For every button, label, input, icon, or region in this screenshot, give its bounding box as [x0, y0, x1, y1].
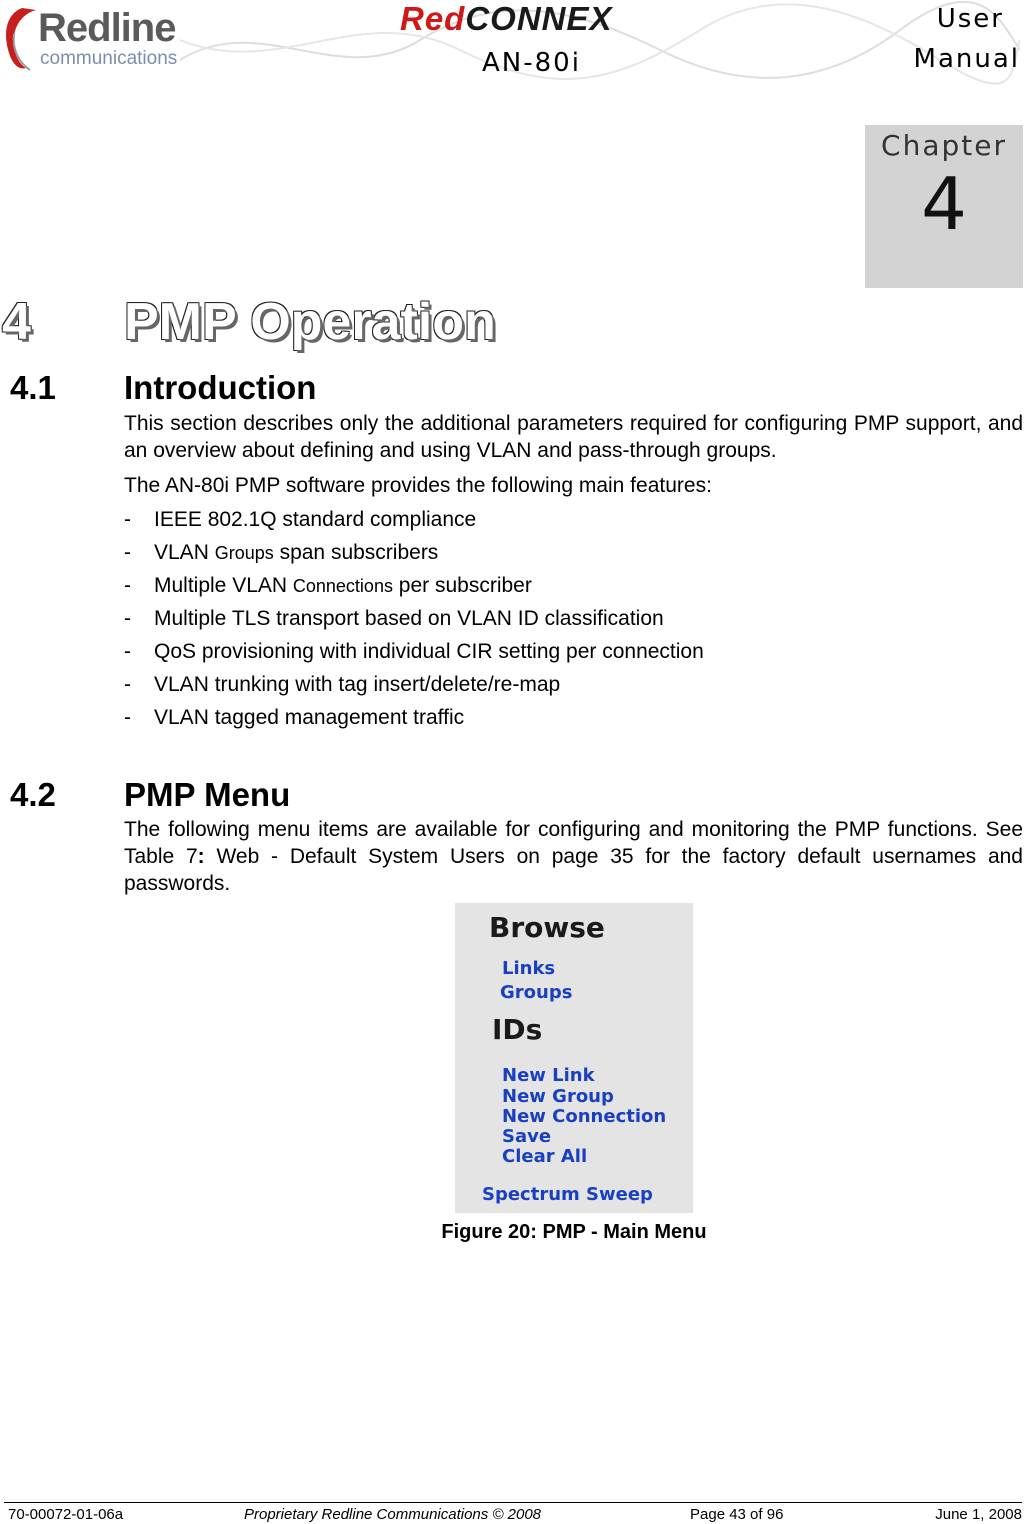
menu-paragraph-text-b: Web - Default System Users on page 35 for the factory default usernames and passwords.	[124, 845, 1023, 895]
list-item-text-post: per subscriber	[392, 574, 532, 597]
pmp-main-menu-figure	[455, 903, 693, 1213]
menu-link-new-group[interactable]: New Group	[502, 1086, 614, 1107]
feature-list	[124, 506, 704, 737]
list-item-text: QoS provisioning with individual CIR setting per connection	[154, 640, 704, 663]
list-dash: -	[124, 574, 131, 597]
list-dash: -	[124, 508, 131, 531]
list-item	[124, 638, 704, 671]
list-item	[124, 539, 704, 572]
menu-paragraph-text-a: The following menu items are available for configuring and monitoring the PMP functions. See Table 7	[124, 818, 1023, 868]
list-item	[124, 506, 704, 539]
figure-caption: Figure 20: PMP - Main Menu	[441, 1221, 707, 1243]
chapter-title-number: 4	[2, 293, 31, 351]
list-dash: -	[124, 607, 131, 630]
intro-paragraph-2: The AN-80i PMP software provides the following main features:	[124, 474, 712, 497]
footer-rule	[4, 1502, 1022, 1503]
redline-swoosh-icon	[0, 4, 40, 74]
redline-logo	[0, 4, 210, 74]
menu-heading-browse: Browse	[489, 911, 605, 944]
menu-link-links[interactable]: Links	[502, 958, 556, 979]
list-item-text: Multiple TLS transport based on VLAN ID classification	[154, 607, 664, 630]
footer-doc-number: 70-00072-01-06a	[8, 1506, 124, 1523]
list-dash: -	[124, 640, 131, 663]
list-item-text-post: span subscribers	[273, 541, 439, 564]
redconnex-logo-dark: CONNEX	[465, 0, 613, 37]
section-menu-title: PMP Menu	[124, 776, 291, 813]
list-dash: -	[124, 673, 131, 696]
list-dash: -	[124, 706, 131, 729]
model-name: AN-80i	[482, 48, 581, 78]
menu-link-groups[interactable]: Groups	[500, 982, 573, 1003]
menu-link-save[interactable]: Save	[502, 1126, 552, 1147]
menu-link-new-link[interactable]: New Link	[502, 1065, 595, 1086]
section-intro-number: 4.1	[10, 369, 56, 406]
list-item	[124, 572, 704, 605]
footer-page-number: Page 43 of 96	[690, 1506, 784, 1523]
redconnex-logo	[400, 0, 680, 36]
menu-heading-ids: IDs	[492, 1013, 543, 1046]
list-dash: -	[124, 541, 131, 564]
chapter-box	[865, 125, 1023, 288]
chapter-label: Chapter	[881, 129, 1007, 162]
list-item-small-text: Connections	[292, 576, 393, 596]
list-item-text: VLAN tagged management traffic	[154, 706, 465, 729]
list-item-text: Multiple VLAN	[154, 574, 293, 597]
redline-logo-word: Redline	[38, 6, 176, 50]
menu-link-spectrum-sweep[interactable]: Spectrum Sweep	[482, 1184, 653, 1205]
list-item-text: VLAN	[154, 541, 215, 564]
list-item	[124, 704, 704, 737]
list-item-text: IEEE 802.1Q standard compliance	[154, 508, 477, 531]
list-item	[124, 605, 704, 638]
footer-date: June 1, 2008	[935, 1506, 1022, 1523]
doc-title-line2: Manual	[913, 44, 1020, 74]
redline-logo-sub: communications	[40, 48, 178, 69]
list-item	[124, 671, 704, 704]
menu-link-clear-all[interactable]: Clear All	[502, 1146, 588, 1167]
list-item-text: VLAN trunking with tag insert/delete/re-map	[154, 673, 561, 696]
footer-proprietary: Proprietary Redline Communications © 2008	[244, 1506, 542, 1523]
intro-paragraph-1	[124, 410, 1023, 464]
list-item-small-text: Groups	[214, 543, 274, 563]
menu-paragraph-colon: :	[197, 845, 205, 868]
intro-paragraph-1-text: This section describes only the additional parameters required for configuring PMP support, and an overview about defining and using VLAN and pass-through groups.	[124, 412, 1023, 462]
section-intro-title: Introduction	[124, 369, 317, 406]
section-menu-number: 4.2	[10, 776, 56, 813]
chapter-number: 4	[921, 162, 967, 246]
menu-paragraph	[124, 816, 1023, 897]
chapter-title-text: PMP Operation	[124, 293, 496, 351]
doc-title-line1: User	[936, 4, 1004, 34]
menu-link-new-connection[interactable]: New Connection	[502, 1106, 667, 1127]
redconnex-logo-red: Red	[400, 0, 466, 37]
